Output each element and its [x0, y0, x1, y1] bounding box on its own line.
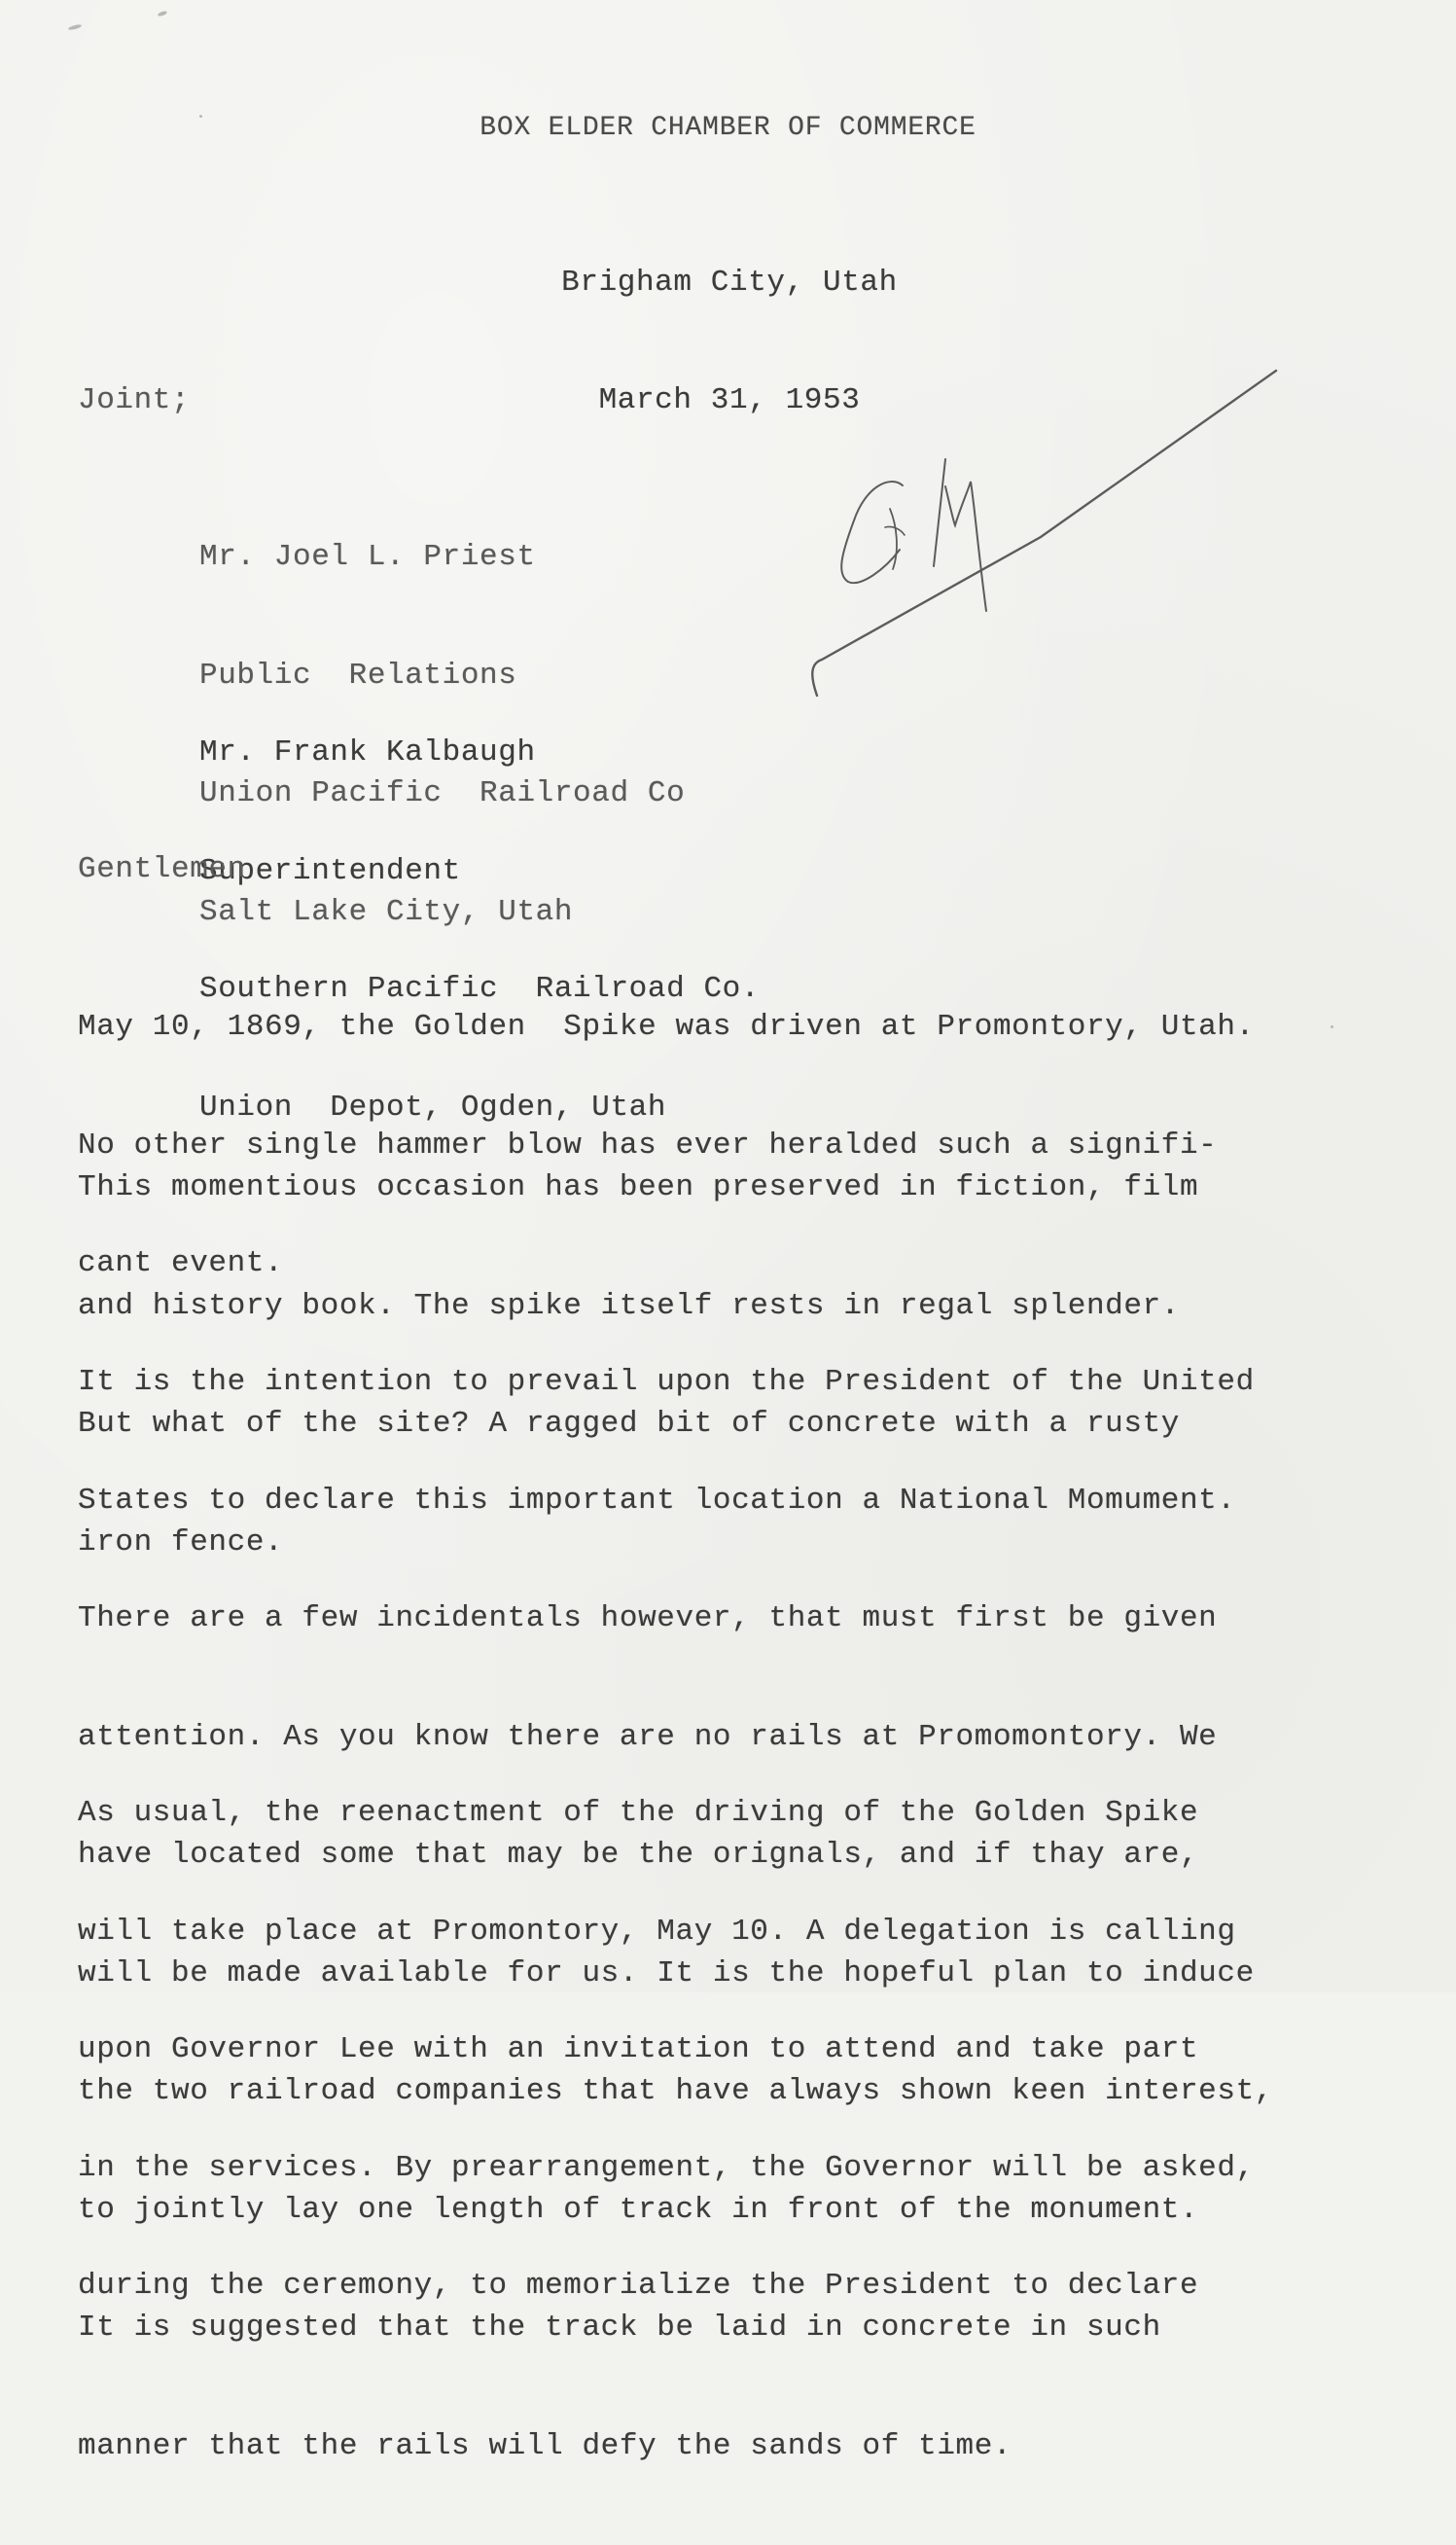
recipient-title: Public Relations [199, 658, 517, 693]
paragraph-line: This momentious occasion has been preserved in fiction, film [78, 1170, 1199, 1204]
paragraph-line: There are a few incidentals however, that must first be given [78, 1601, 1218, 1635]
initial-m [945, 482, 986, 611]
paragraph-line: in the services. By prearrangement, the Governor will be asked, [78, 2150, 1255, 2185]
paper-blemish [68, 23, 83, 30]
paragraph-line: It is the intention to prevail upon the President of the United [78, 1365, 1255, 1399]
recipient-address: Union Depot, Ogden, Utah [199, 1090, 667, 1125]
recipient-address: Salt Lake City, Utah [199, 894, 574, 929]
initial-crossbar [885, 526, 905, 535]
paragraph-line: the two railroad companies that have always shown keen interest, [78, 2074, 1273, 2108]
paragraph-line: But what of the site? A ragged bit of concrete with a rusty [78, 1407, 1180, 1441]
paragraph-line: manner that the rails will defy the sands of time. [78, 2428, 1012, 2463]
greeting: Gentlemen [78, 852, 246, 886]
paragraph-line: States to declare this important location a National Momument. [78, 1483, 1236, 1518]
body-paragraph-4 [78, 1715, 1255, 2385]
paragraph-line: will take place at Promontory, May 10. A delegation is calling [78, 1914, 1236, 1949]
paragraph-line: and history book. The spike itself rests in regal splender. [78, 1288, 1180, 1323]
paragraph-line: As usual, the reenactment of the driving of the Golden Spike [78, 1796, 1199, 1830]
paragraph-line: during the ceremony, to memorialize the President to declare [78, 2269, 1199, 2303]
recipient-title: Superintendent [199, 853, 461, 888]
pencil-line [812, 371, 1276, 696]
recipient-name: Mr. Joel L. Priest [199, 540, 536, 574]
paper-blemish [158, 10, 168, 17]
paragraph-line: No other single hammer blow has ever heralded such a signifi- [78, 1128, 1218, 1163]
paper-blemish [1331, 1025, 1333, 1028]
paragraph-line: to jointly lay one length of track in front of the monument. [78, 2192, 1199, 2227]
letterhead-organization: BOX ELDER CHAMBER OF COMMERCE [479, 113, 977, 143]
recipient-name: Mr. Frank Kalbaugh [199, 735, 536, 770]
letterhead-city: Brigham City, Utah [561, 266, 898, 300]
handwritten-initials-icon [778, 350, 1381, 700]
paragraph-line: iron fence. [78, 1524, 284, 1559]
address-heading: Joint; [78, 383, 191, 417]
paragraph-line: have located some that may be the orignals, and if thay are, [78, 1838, 1199, 1872]
paragraph-line: It is suggested that the track be laid in concrete in such [78, 2311, 1161, 2345]
recipient-company: Union Pacific Railroad Co [199, 776, 686, 810]
paragraph-line: cant event. [78, 1246, 284, 1280]
paragraph-line: upon Governor Lee with an invitation to attend and take part [78, 2032, 1199, 2066]
initial-slash [934, 459, 945, 566]
paragraph-line: May 10, 1869, the Golden Spike was driven at Promontory, Utah. [78, 1010, 1255, 1044]
letter-date: March 31, 1953 [598, 383, 861, 417]
paragraph-line: will be made available for us. It is the hopeful plan to induce [78, 1955, 1255, 1990]
paragraph-line: attention. As you know there are no rails at Promomontory. We [78, 1719, 1218, 1754]
recipient-company: Southern Pacific Railroad Co. [199, 972, 761, 1006]
